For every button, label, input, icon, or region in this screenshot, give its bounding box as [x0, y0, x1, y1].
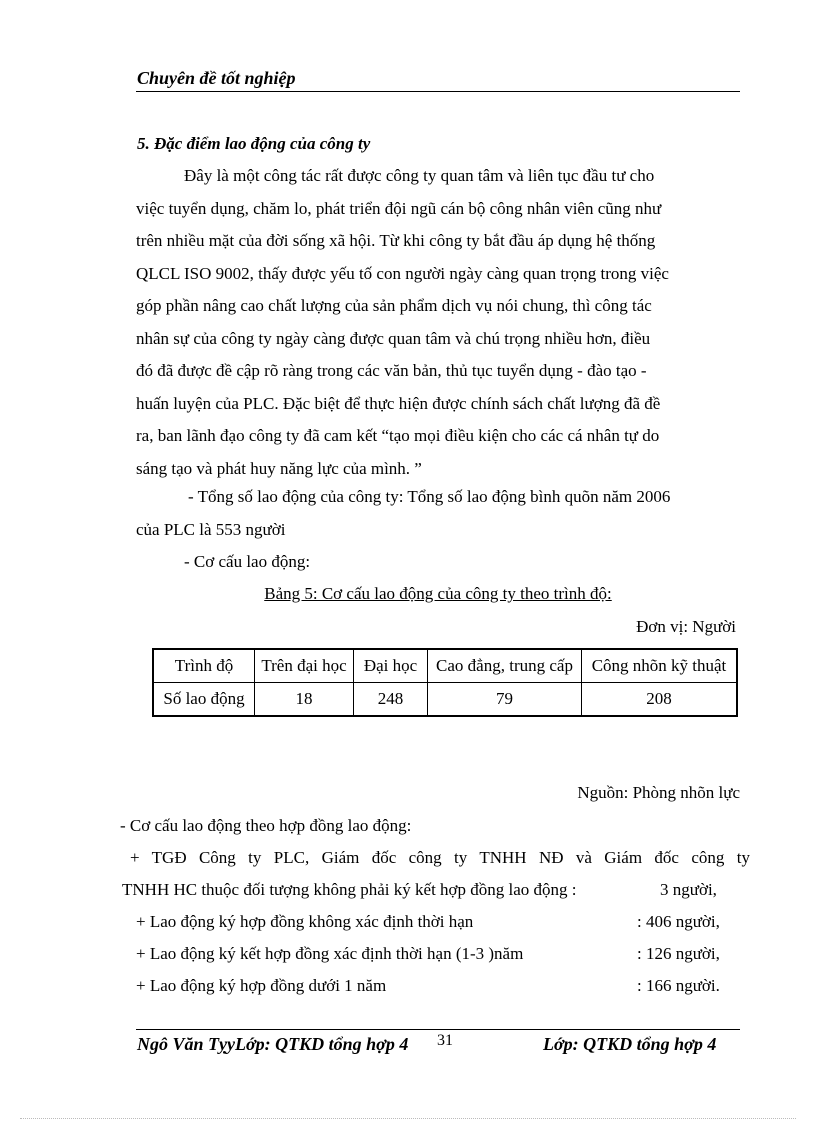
paragraph-labor-intro — [136, 160, 740, 485]
table-unit: Đơn vị: Người — [636, 617, 736, 636]
table-header-cell: Trên đại học — [255, 649, 354, 683]
paragraph-line: sáng tạo và phát huy năng lực của mình. ” — [136, 458, 422, 478]
contract-item-label: + Lao động ký hợp đồng không xác định thời hạn — [136, 912, 474, 931]
table-cell: 18 — [255, 683, 354, 717]
paragraph-line: nhân sự của công ty ngày càng được quan tâm và chú trọng nhiều hơn, điều — [136, 328, 651, 348]
table-header-cell: Công nhõn kỹ thuật — [582, 649, 738, 683]
table-cell: 248 — [354, 683, 428, 717]
section-title: 5. Đặc điểm lao động của công ty — [137, 134, 371, 153]
table-header-cell: Đại học — [354, 649, 428, 683]
table-caption: Bảng 5: Cơ cấu lao động của công ty theo trình độ: — [264, 584, 612, 603]
total-labor-line1: - Tổng số lao động của công ty: Tổng số lao động bình quõn năm 2006 — [188, 487, 671, 506]
contract-title: - Cơ cấu lao động theo hợp đồng lao động: — [120, 816, 412, 835]
table-header-cell: Trình độ — [153, 649, 255, 683]
contract-item-value: : 406 người, — [637, 912, 720, 931]
structure-label: - Cơ cấu lao động: — [184, 552, 311, 571]
paragraph-line: đó đã được đề cập rõ ràng trong các văn bản, thủ tục tuyển dụng - đào tạo - — [136, 361, 647, 380]
table-row-label: Số lao động — [153, 683, 255, 717]
table-header-row — [153, 649, 737, 683]
paragraph-line: ra, ban lãnh đạo công ty đã cam kết “tạo mọi điều kiện cho các cá nhân tự do — [136, 426, 660, 445]
page-number: 31 — [437, 1032, 453, 1049]
paragraph-line: huấn luyện của PLC. Đặc biệt để thực hiện được chính sách chất lượng đã đề — [136, 393, 661, 413]
table-row — [153, 683, 737, 717]
footer-class: Lớp: QTKD tổng hợp 4 — [543, 1034, 717, 1054]
footer-divider — [136, 1029, 740, 1030]
table-source: Nguồn: Phòng nhõn lực — [577, 783, 740, 802]
paragraph-line: việc tuyển dụng, chăm lo, phát triển đội ngũ cán bộ công nhân viên cũng như — [136, 198, 662, 218]
labor-structure-table — [152, 648, 738, 717]
contract-line2-value: 3 người, — [660, 880, 717, 899]
contract-item-label: + Lao động ký hợp đồng dưới 1 năm — [136, 976, 387, 995]
footer-author: Ngô Văn TỵyLớp: QTKD tổng hợp 4 — [137, 1034, 409, 1054]
contract-item-label: + Lao động ký kết hợp đồng xác định thời hạn (1-3 )năm — [136, 944, 524, 963]
contract-item-value: : 166 người. — [637, 976, 720, 995]
contract-line1: + TGĐ Công ty PLC, Giám đốc công ty TNHH NĐ và Giám đốc công ty — [130, 848, 750, 867]
paragraph-line: Đây là một công tác rất được công ty quan tâm và liên tục đầu tư cho — [184, 166, 655, 185]
table-cell: 208 — [582, 683, 738, 717]
page-bottom-border — [20, 1118, 796, 1119]
table-cell: 79 — [428, 683, 582, 717]
total-labor-line2: của PLC là 553 người — [136, 520, 286, 539]
header-divider — [136, 91, 740, 92]
table-header-cell: Cao đẳng, trung cấp — [428, 649, 582, 683]
paragraph-line: QLCL ISO 9002, thấy được yếu tố con người ngày càng quan trọng trong việc — [136, 263, 669, 283]
paragraph-line: góp phần nâng cao chất lượng của sản phẩm dịch vụ nói chung, thì công tác — [136, 296, 652, 315]
page-header-title: Chuyên đề tốt nghiệp — [137, 68, 296, 88]
contract-line2: TNHH HC thuộc đối tượng không phải ký kết hợp đồng lao động : — [122, 880, 577, 899]
paragraph-line: trên nhiều mặt của đời sống xã hội. Từ khi công ty bắt đầu áp dụng hệ thống — [136, 231, 656, 250]
contract-item-value: : 126 người, — [637, 944, 720, 963]
